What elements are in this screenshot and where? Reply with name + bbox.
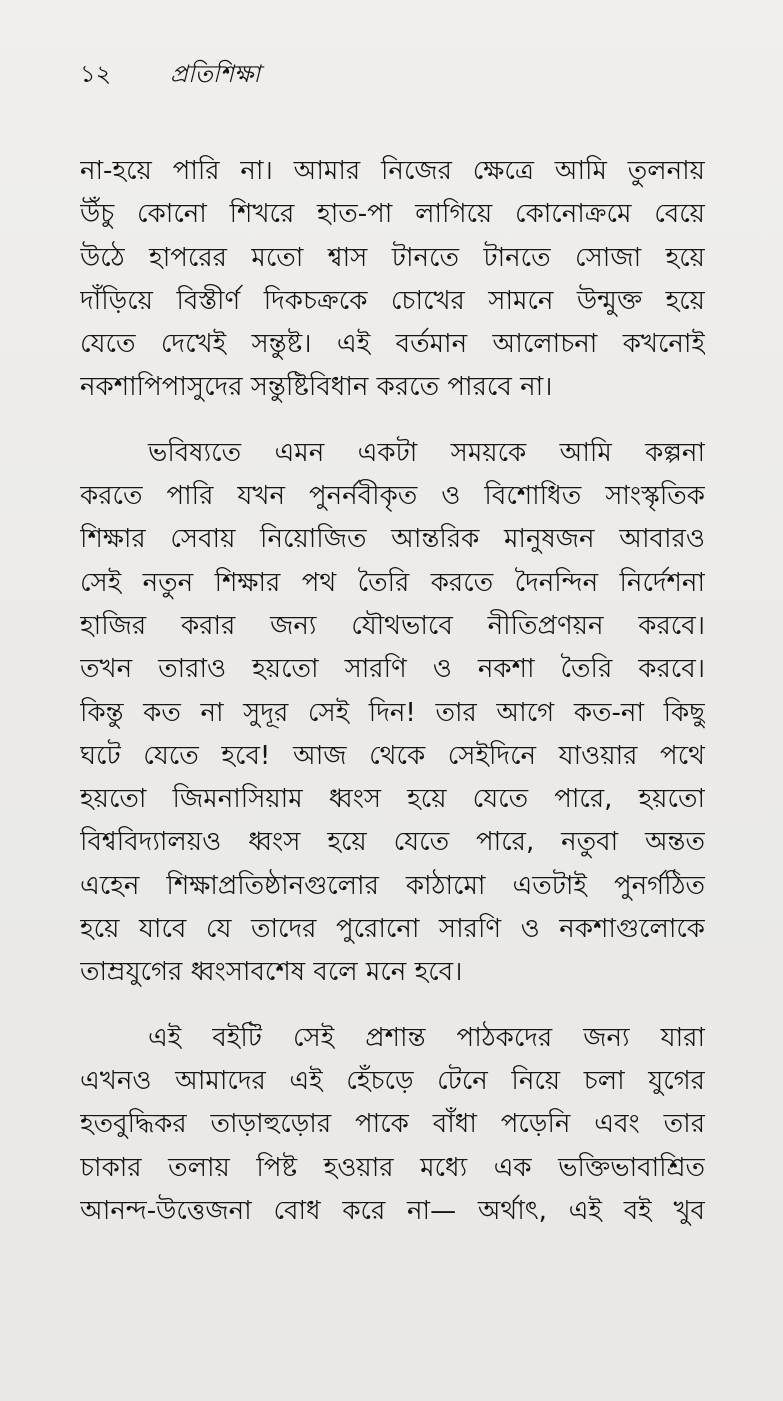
paragraph-2 — [80, 432, 705, 995]
text-line: তখন তারাও হয়তো সারণি ও নকশা তৈরি করবে। — [80, 654, 705, 685]
text-line: নকশাপিপাসুদের সন্তুষ্টিবিধান করতে পারবে না। — [80, 372, 553, 403]
text-line: ঘটে যেতে হবে! আজ থেকে সেইদিনে যাওয়ার পথে — [80, 740, 705, 771]
text-line: বিশ্ববিদ্যালয়ও ধ্বংস হয়ে যেতে পারে, নতুবা অন্তত — [80, 827, 705, 858]
page-number: ১২ — [80, 60, 112, 88]
text-line: যেতে দেখেই সন্তুষ্ট। এই বর্তমান আলোচনা কখনোই — [80, 329, 705, 360]
text-line: হয়ে যাবে যে তাদের পুরোনো সারণি ও নকশাগুলোকে — [80, 914, 705, 945]
text-line: করতে পারি যখন পুনর্নবীকৃত ও বিশোধিত সাংস্কৃতিক — [80, 481, 705, 512]
text-line: এহেন শিক্ষাপ্রতিষ্ঠানগুলোর কাঠামো এতটাই পুনর্গঠিত — [80, 870, 705, 901]
running-title: প্রতিশিক্ষা — [170, 60, 261, 88]
body-text — [80, 150, 705, 1233]
text-line: আনন্দ-উত্তেজনা বোধ করে না— অর্থাৎ, এই বই খুব — [80, 1195, 705, 1226]
text-line: তাম্রযুগের ধ্বংসাবশেষ বলে মনে হবে। — [80, 957, 463, 988]
text-line: চাকার তলায় পিষ্ট হওয়ার মধ্যে এক ভক্তিভাবাশ্রিত — [80, 1152, 705, 1183]
text-line: হয়তো জিমনাসিয়াম ধ্বংস হয়ে যেতে পারে, হয়তো — [80, 784, 705, 815]
text-line: উঠে হাপরের মতো শ্বাস টানতে টানতে সোজা হয়ে — [80, 242, 705, 273]
text-line: না-হয়ে পারি না। আমার নিজের ক্ষেত্রে আমি তুলনায় — [80, 156, 705, 186]
paragraph-1 — [80, 150, 705, 410]
text-line: শিক্ষার সেবায় নিয়োজিত আন্তরিক মানুষজন আবারও — [80, 524, 705, 555]
text-line: হতবুদ্ধিকর তাড়াহুড়োর পাকে বাঁধা পড়েনি এবং তার — [80, 1109, 705, 1140]
text-line: দাঁড়িয়ে বিস্তীর্ণ দিকচক্রকে চোখের সামনে উন্মুক্ত হয়ে — [80, 285, 705, 316]
paragraph-gap — [80, 410, 705, 432]
text-line: সেই নতুন শিক্ষার পথ তৈরি করতে দৈনন্দিন নির্দেশনা — [80, 567, 705, 598]
paragraph-gap — [80, 995, 705, 1017]
text-line: কিন্তু কত না সুদূর সেই দিন! তার আগে কত-না কিছু — [80, 697, 705, 728]
text-line: ভবিষ্যতে এমন একটা সময়কে আমি কল্পনা — [148, 437, 705, 468]
running-head — [80, 56, 260, 96]
text-line: হাজির করার জন্য যৌথভাবে নীতিপ্রণয়ন করবে। — [80, 610, 705, 641]
text-line: এই বইটি সেই প্রশান্ত পাঠকদের জন্য যারা — [148, 1022, 705, 1053]
text-line: এখনও আমাদের এই হেঁচড়ে টেনে নিয়ে চলা যুগের — [80, 1065, 705, 1096]
paragraph-3 — [80, 1017, 705, 1233]
text-line: উঁচু কোনো শিখরে হাত-পা লাগিয়ে কোনোক্রমে বেয়ে — [80, 199, 705, 230]
